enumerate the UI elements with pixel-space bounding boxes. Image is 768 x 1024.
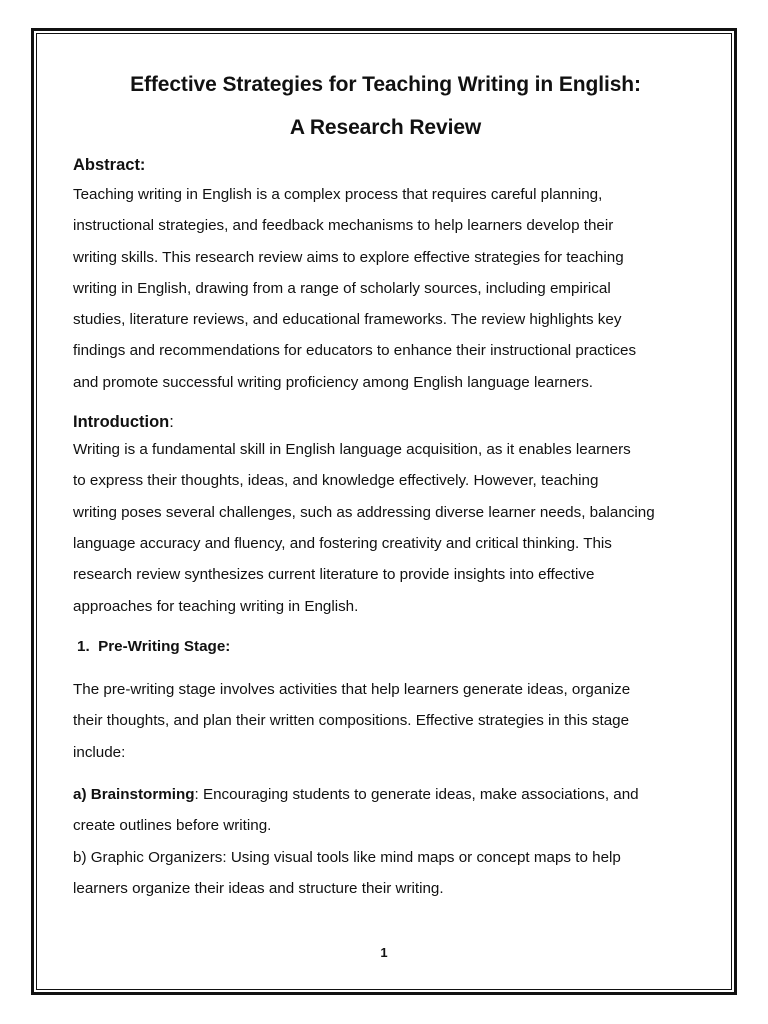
document-title-line1: Effective Strategies for Teaching Writing in English: <box>130 73 641 96</box>
abstract-line: instructional strategies, and feedback mechanisms to help learners develop their <box>73 217 614 235</box>
introduction-paragraph <box>73 434 698 622</box>
document-title-line2: A Research Review <box>289 116 482 139</box>
abstract-paragraph <box>73 179 698 398</box>
introduction-line: to express their thoughts, ideas, and knowledge effectively. However, teaching <box>73 472 599 490</box>
strategy-item-brainstorming <box>73 779 698 842</box>
abstract-heading: Abstract: <box>73 156 146 174</box>
prewriting-title: Pre-Writing Stage: <box>98 637 231 655</box>
prewriting-line: The pre-writing stage involves activities that help learners generate ideas, organize <box>73 681 631 699</box>
brainstorming-text: : Encouraging students to generate ideas, make associations, and <box>194 785 639 803</box>
introduction-heading <box>73 410 698 434</box>
prewriting-paragraph <box>73 674 698 768</box>
abstract-line: findings and recommendations for educators to enhance their instructional practices <box>73 342 637 360</box>
abstract-line: writing skills. This research review aims to explore effective strategies for teaching <box>73 248 624 266</box>
introduction-line: research review synthesizes current literature to provide insights into effective <box>73 566 595 584</box>
introduction-line: writing poses several challenges, such as addressing diverse learner needs, balancing <box>73 503 655 521</box>
prewriting-number: 1. <box>77 637 90 655</box>
introduction-heading-text: Introduction <box>73 413 170 432</box>
prewriting-heading <box>73 635 698 659</box>
strategy-item-line <box>73 779 698 810</box>
strategy-item-line: learners organize their ideas and structure their writing. <box>73 879 444 897</box>
prewriting-line: include: <box>73 743 126 761</box>
abstract-line: studies, literature reviews, and educational frameworks. The review highlights key <box>73 311 622 329</box>
page-number: 1 <box>380 945 388 960</box>
document-body <box>73 70 698 904</box>
abstract-line: and promote successful writing proficiency among English language learners. <box>73 373 594 391</box>
abstract-line: Teaching writing in English is a complex process that requires careful planning, <box>73 186 603 203</box>
abstract-line: writing in English, drawing from a range of scholarly sources, including empirical <box>73 279 611 297</box>
introduction-line: approaches for teaching writing in English. <box>73 597 359 615</box>
introduction-heading-colon: : <box>169 413 174 432</box>
strategy-item-graphic-organizers <box>73 842 698 905</box>
strategy-item-line: create outlines before writing. <box>73 817 272 835</box>
strategy-item-line: b) Graphic Organizers: Using visual tools like mind maps or concept maps to help <box>73 848 621 866</box>
brainstorming-label: a) Brainstorming <box>73 785 195 803</box>
introduction-line: Writing is a fundamental skill in English language acquisition, as it enables learners <box>73 441 631 459</box>
prewriting-line: their thoughts, and plan their written compositions. Effective strategies in this stage <box>73 712 630 730</box>
introduction-line: language accuracy and fluency, and fostering creativity and critical thinking. This <box>73 534 612 552</box>
